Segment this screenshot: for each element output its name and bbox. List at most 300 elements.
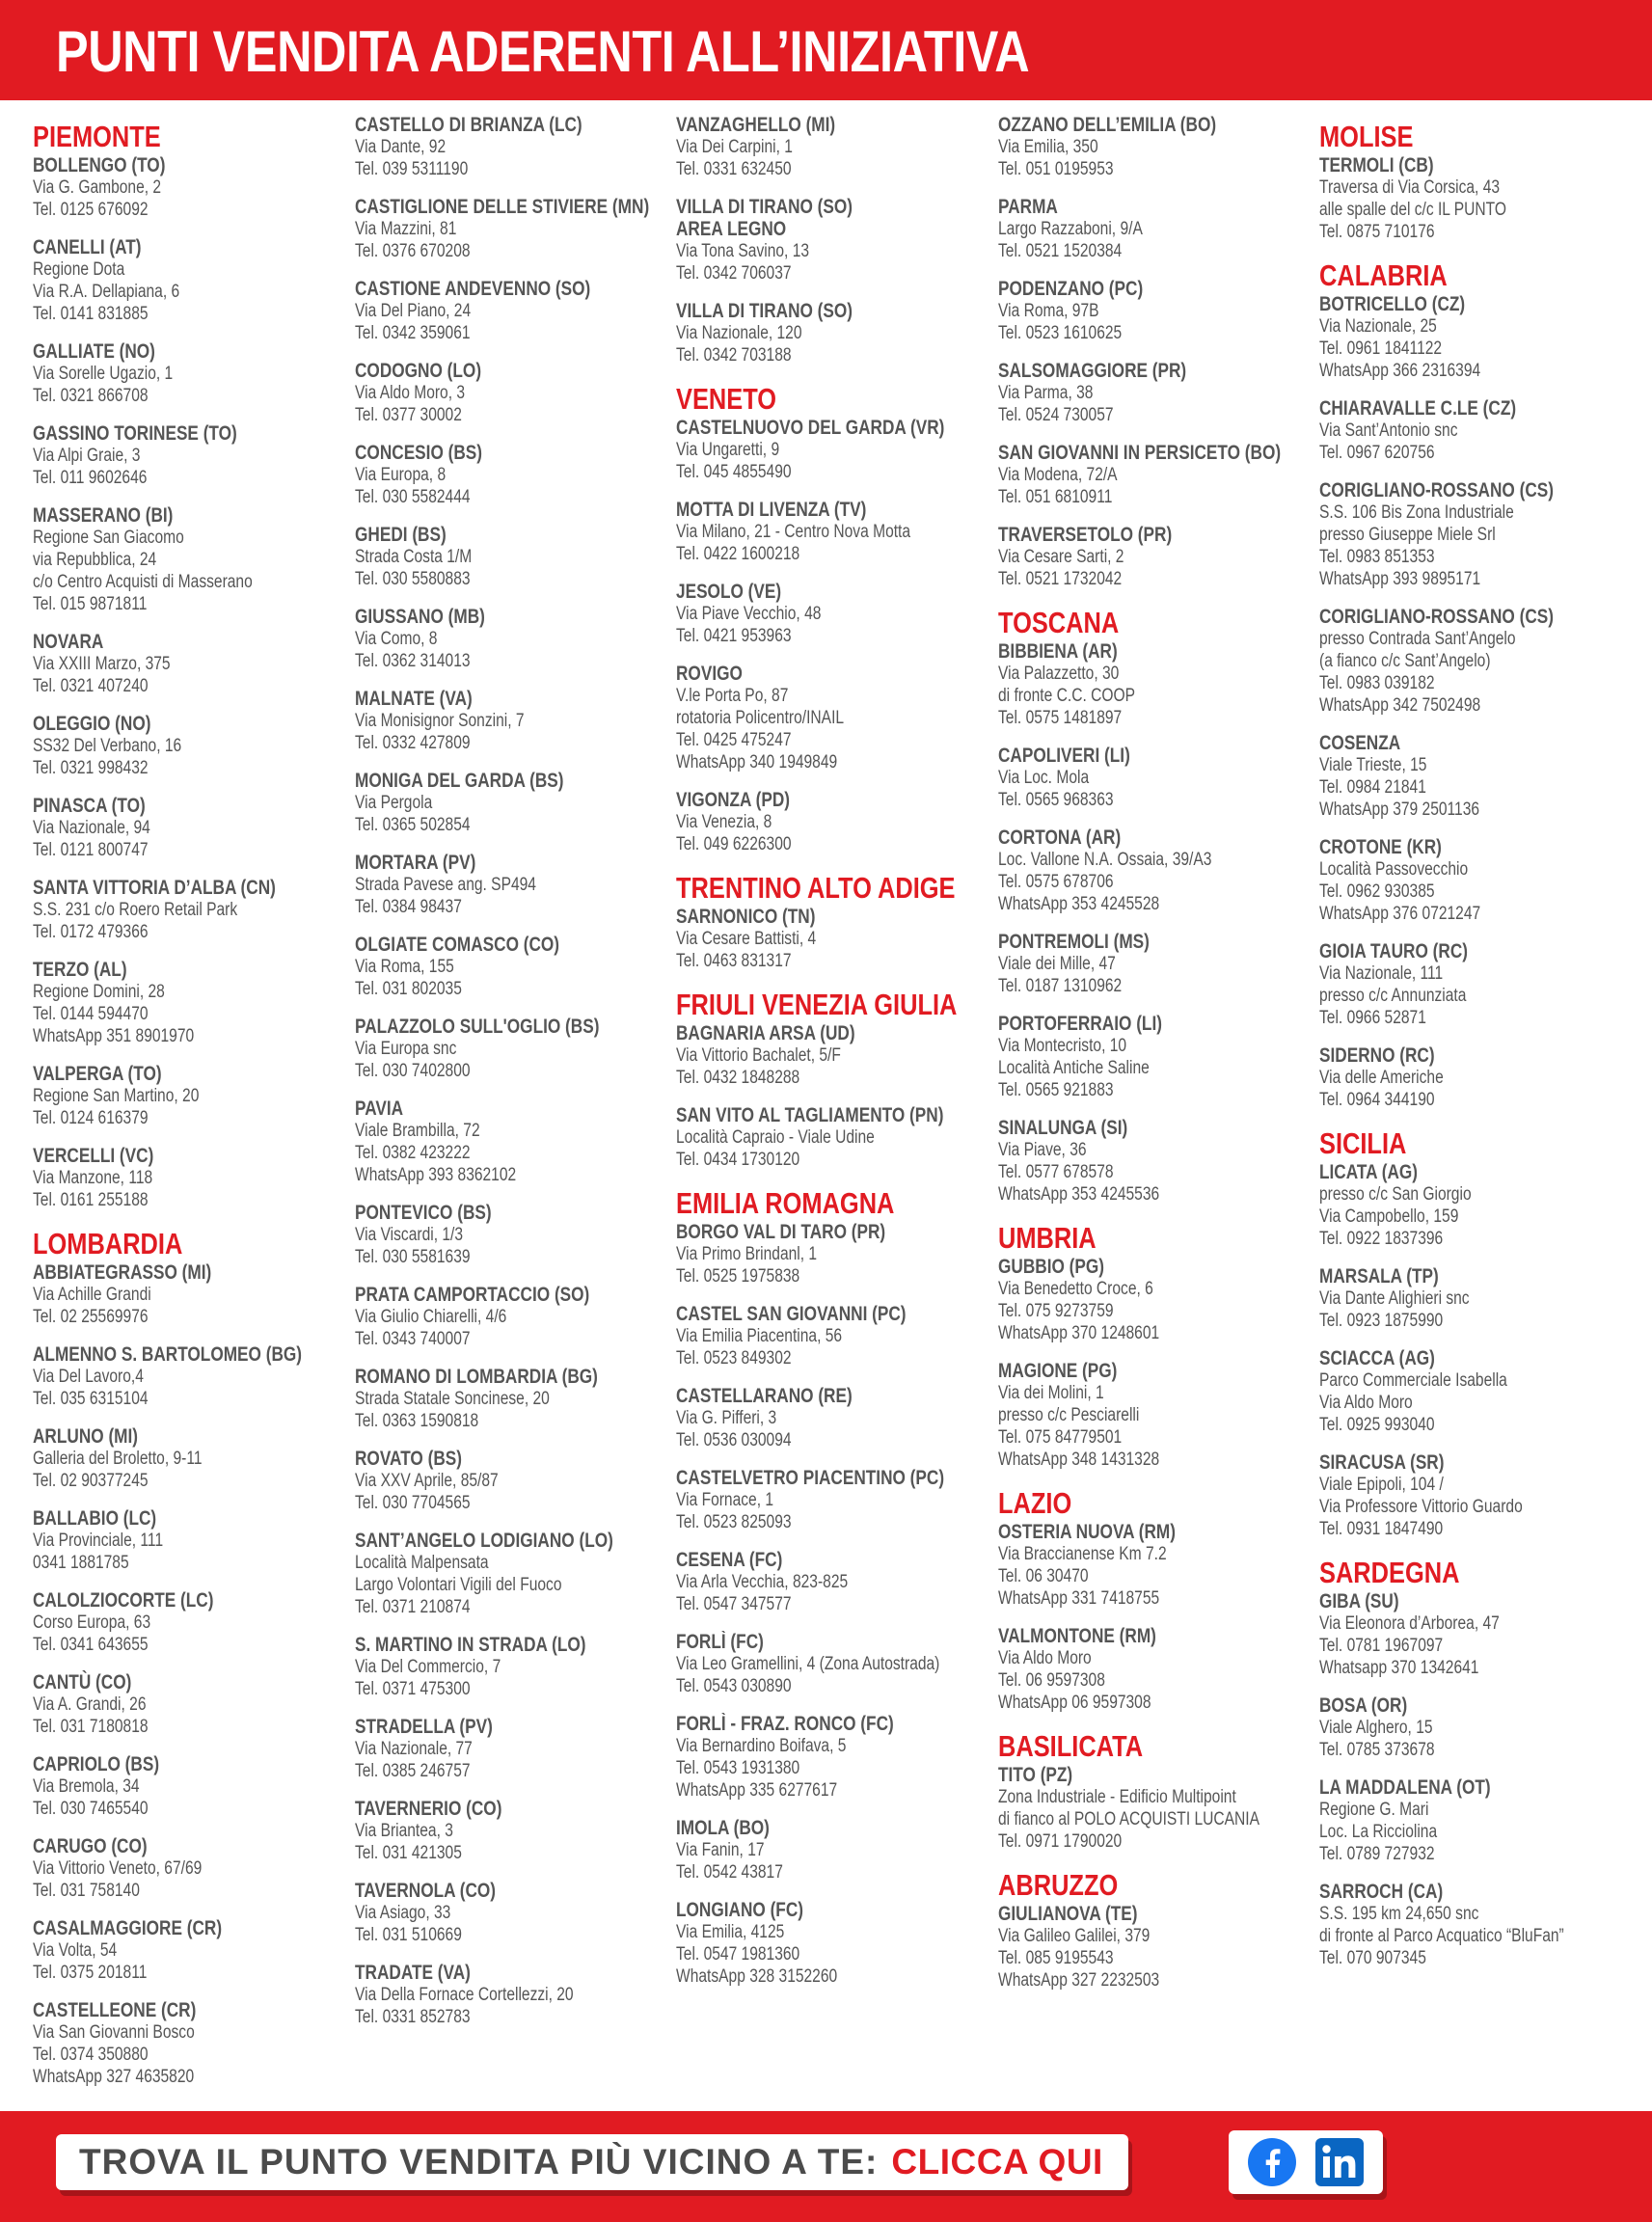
store-entry: [998, 196, 1313, 262]
store-entry: [676, 499, 990, 565]
store-address: Via Loc. Mola: [998, 768, 1090, 788]
store-address: Via Della Fornace Cortellezzi, 20: [355, 1985, 574, 2005]
store-phone: Tel. 0321 407240: [33, 676, 149, 696]
store-phone: Tel. 0922 1837396: [1319, 1229, 1444, 1249]
store-phone: Tel. 0422 1600218: [676, 544, 800, 564]
store-entry: [676, 581, 990, 647]
store-address: Via Arla Vecchia, 823-825: [676, 1572, 849, 1592]
store-address: Via Achille Grandi: [33, 1285, 151, 1305]
store-name: CAPOLIVERI (LI): [998, 745, 1130, 767]
store-phone: Tel. 0785 373678: [1319, 1740, 1435, 1760]
store-name: SAN VITO AL TAGLIAMENTO (PN): [676, 1104, 944, 1126]
store-phone: WhatsApp 353 4245528: [998, 894, 1160, 914]
store-name: SAN GIOVANNI IN PERSICETO (BO): [998, 442, 1282, 464]
store-name: MONIGA DEL GARDA (BS): [355, 770, 564, 792]
store-address: Largo Razzaboni, 9/A: [998, 219, 1143, 239]
store-phone: Tel. 0374 350880: [33, 2045, 149, 2065]
store-entry: [676, 906, 990, 972]
store-name: VANZAGHELLO (MI): [676, 114, 836, 136]
store-phone: Tel. 0575 678706: [998, 872, 1114, 892]
region-heading: BASILICATA: [998, 1729, 1144, 1763]
store-address: Via Aldo Moro: [998, 1648, 1092, 1668]
store-phone: WhatsApp 353 4245536: [998, 1184, 1160, 1205]
store-address: Via G. Gambone, 2: [33, 177, 162, 198]
store-entry: [33, 631, 347, 697]
store-phone: Tel. 0434 1730120: [676, 1150, 800, 1170]
store-address: via Repubblica, 24: [33, 550, 157, 570]
store-name: ARLUNO (MI): [33, 1425, 139, 1448]
store-entry: [1319, 154, 1634, 243]
store-name: MASSERANO (BI): [33, 504, 174, 527]
store-address: Via San Giovanni Bosco: [33, 2022, 195, 2043]
store-name: ROMANO DI LOMBARDIA (BG): [355, 1366, 598, 1388]
store-phone: Tel. 0124 616379: [33, 1108, 149, 1128]
store-name: FORLÌ - FRAZ. RONCO (FC): [676, 1713, 894, 1735]
store-address: Via Bremola, 34: [33, 1776, 140, 1797]
store-phone: Tel. 0341 643655: [33, 1635, 149, 1655]
store-name: VILLA DI TIRANO (SO): [676, 196, 853, 218]
store-phone: Tel. 0375 201811: [33, 1963, 148, 1983]
store-entry: [355, 1202, 669, 1268]
store-phone: WhatsApp 342 7502498: [1319, 695, 1481, 716]
store-name: FORLÌ (FC): [676, 1631, 764, 1653]
store-phone: Tel. 0382 423222: [355, 1143, 471, 1163]
store-address: Parco Commerciale Isabella: [1319, 1370, 1507, 1391]
store-name: LICATA (AG): [1319, 1161, 1419, 1183]
store-address: Regione San Giacomo: [33, 528, 184, 548]
store-phone: Tel. 0172 479366: [33, 922, 149, 942]
store-entry: [355, 1016, 669, 1082]
store-address: Via Piave Vecchio, 48: [676, 604, 822, 624]
store-address: S.S. 231 c/o Roero Retail Park: [33, 900, 238, 920]
store-phone: Tel. 0925 993040: [1319, 1415, 1435, 1435]
store-name: OLGIATE COMASCO (CO): [355, 934, 560, 956]
store-address: Loc. La Ricciolina: [1319, 1822, 1438, 1842]
store-address: Via Europa, 8: [355, 465, 447, 485]
store-entry: [998, 278, 1313, 344]
click-here-link[interactable]: CLICCA QUI: [891, 2142, 1103, 2181]
store-entry: [1319, 397, 1634, 464]
store-entry: [676, 1104, 990, 1171]
store-address: Via Sant’Antonio snc: [1319, 420, 1458, 441]
region-heading: CALABRIA: [1319, 258, 1448, 292]
store-phone: Tel. 0983 039182: [1319, 673, 1435, 693]
store-entry: [1319, 1451, 1634, 1540]
store-entry: [998, 442, 1313, 508]
store-phone: Tel. 0377 30002: [355, 405, 462, 425]
store-entry: [676, 300, 990, 366]
store-address: Località Passovecchio: [1319, 859, 1469, 880]
store-address: di fronte C.C. COOP: [998, 686, 1136, 706]
store-address: Via Nazionale, 120: [676, 323, 802, 343]
store-name: ALMENNO S. BARTOLOMEO (BG): [33, 1343, 303, 1366]
store-entry: [1319, 732, 1634, 821]
store-entry: [676, 1549, 990, 1615]
store-phone: Tel. 0331 632450: [676, 159, 792, 179]
store-address: Via Sorelle Ugazio, 1: [33, 364, 174, 384]
store-address: Via dei Molini, 1: [998, 1383, 1104, 1403]
store-name: SIRACUSA (SR): [1319, 1451, 1445, 1474]
store-name: CROTONE (KR): [1319, 836, 1442, 858]
store-entry: [998, 1013, 1313, 1101]
store-name: STRADELLA (PV): [355, 1716, 493, 1738]
store-entry: [998, 1625, 1313, 1714]
store-phone: Tel. 0575 1481897: [998, 708, 1123, 728]
store-name: SCIACCA (AG): [1319, 1347, 1435, 1369]
store-phone: WhatsApp 340 1949849: [676, 752, 838, 772]
store-name: BIBBIENA (AR): [998, 640, 1118, 663]
store-entry: [1319, 1881, 1634, 1969]
store-entry: [676, 1467, 990, 1533]
region-heading: MOLISE: [1319, 120, 1414, 153]
store-phone: Tel. 0343 740007: [355, 1329, 471, 1349]
store-address: Via Nazionale, 94: [33, 818, 150, 838]
store-entry: [33, 713, 347, 779]
store-name: COSENZA: [1319, 732, 1401, 754]
store-address: Via Briantea, 3: [355, 1821, 453, 1841]
store-phone: Tel. 0141 831885: [33, 304, 149, 324]
store-name: GIOIA TAURO (RC): [1319, 940, 1469, 962]
store-entry: [355, 1962, 669, 2028]
page-title: PUNTI VENDITA ADERENTI ALL’INIZIATIVA: [56, 19, 1030, 84]
store-name: CORTONA (AR): [998, 826, 1122, 849]
store-entry: [998, 1117, 1313, 1206]
store-address: Regione Dota: [33, 259, 125, 280]
store-entry: [676, 1221, 990, 1287]
store-entry: [1319, 1590, 1634, 1679]
store-entry: [676, 1817, 990, 1883]
store-entry: [998, 931, 1313, 997]
store-address: Via Viscardi, 1/3: [355, 1225, 464, 1245]
store-name: ROVIGO: [676, 663, 743, 685]
store-entry: [355, 1716, 669, 1782]
store-phone: Tel. 02 25569976: [33, 1307, 149, 1327]
store-phone: Tel. 0342 359061: [355, 323, 471, 343]
store-phone: Tel. 039 5311190: [355, 159, 469, 179]
region-heading: LOMBARDIA: [33, 1227, 183, 1260]
store-address: Via Dei Carpini, 1: [676, 137, 793, 157]
store-address: Via Europa snc: [355, 1039, 457, 1059]
store-address: Zona Industriale - Edificio Multipoint: [998, 1787, 1236, 1807]
store-entry: [1319, 1161, 1634, 1250]
store-phone: Tel. 0362 314013: [355, 651, 471, 671]
store-address: Via Galileo Galilei, 379: [998, 1926, 1151, 1946]
store-name: GIULIANOVA (TE): [998, 1903, 1138, 1925]
store-phone: Tel. 051 6810911: [998, 487, 1113, 507]
store-entry: [355, 360, 669, 426]
store-phone: Tel. 0547 347577: [676, 1594, 792, 1614]
store-address: Via Nazionale, 25: [1319, 316, 1437, 337]
store-address: Via Emilia, 4125: [676, 1922, 785, 1942]
store-entry: [33, 154, 347, 221]
store-phone: Tel. 075 9273759: [998, 1301, 1114, 1321]
store-name: CASTELNUOVO DEL GARDA (VR): [676, 417, 945, 439]
store-address: Strada Pavese ang. SP494: [355, 875, 536, 895]
store-entry: [33, 1671, 347, 1738]
store-address: Via Tona Savino, 13: [676, 241, 810, 261]
store-name: MOTTA DI LIVENZA (TV): [676, 499, 867, 521]
store-address: Via Como, 8: [355, 629, 438, 649]
store-address: SS32 Del Verbano, 16: [33, 736, 182, 756]
store-phone: Tel. 0525 1975838: [676, 1266, 800, 1287]
store-name: CANELLI (AT): [33, 236, 142, 258]
store-phone: Tel. 0363 1590818: [355, 1411, 479, 1431]
store-name: PARMA: [998, 196, 1058, 218]
store-phone: Tel. 0523 825093: [676, 1512, 792, 1532]
store-name: BAGNARIA ARSA (UD): [676, 1022, 855, 1044]
store-entry: [33, 1063, 347, 1129]
store-address: presso c/c Pesciarelli: [998, 1405, 1140, 1425]
store-phone: Tel. 0967 620756: [1319, 443, 1435, 463]
store-name: TERMOLI (CB): [1319, 154, 1434, 176]
store-address: alle spalle del c/c IL PUNTO: [1319, 200, 1506, 220]
store-address: Largo Volontari Vigili del Fuoco: [355, 1575, 562, 1595]
store-address: Via Dante, 92: [355, 137, 447, 157]
store-phone: Tel. 0543 030890: [676, 1676, 792, 1696]
store-entry: [355, 1448, 669, 1514]
store-address: Galleria del Broletto, 9-11: [33, 1449, 203, 1469]
store-address: S.S. 195 km 24,650 snc: [1319, 1904, 1479, 1924]
store-entry: [676, 789, 990, 855]
store-phone: WhatsApp 335 6277617: [676, 1780, 838, 1801]
store-phone: Tel. 06 30470: [998, 1566, 1089, 1586]
store-phone: Tel. 0523 1610625: [998, 323, 1123, 343]
store-entry: [1319, 836, 1634, 925]
store-entry: [355, 524, 669, 590]
store-address: Strada Statale Soncinese, 20: [355, 1389, 550, 1409]
store-phone: Tel. 031 758140: [33, 1881, 140, 1901]
store-entry: [355, 196, 669, 262]
store-entry: [1319, 940, 1634, 1029]
region-heading: EMILIA ROMAGNA: [676, 1186, 895, 1220]
store-name: CASTELLARANO (RE): [676, 1385, 853, 1407]
store-address: Via XXIII Marzo, 375: [33, 654, 171, 674]
store-entry: [33, 1917, 347, 1984]
store-entry: [33, 236, 347, 325]
facebook-icon[interactable]: [1247, 2137, 1297, 2187]
store-phone: Tel. 0931 1847490: [1319, 1519, 1444, 1539]
store-phone: Tel. 0432 1848288: [676, 1068, 800, 1088]
store-phone: Tel. 0542 43817: [676, 1862, 783, 1883]
store-name: ROVATO (BS): [355, 1448, 462, 1470]
store-phone: WhatsApp 06 9597308: [998, 1693, 1151, 1713]
store-entry: [355, 934, 669, 1000]
store-address: Via A. Grandi, 26: [33, 1694, 147, 1715]
linkedin-icon[interactable]: [1314, 2137, 1365, 2187]
store-phone: Tel. 0321 998432: [33, 758, 149, 778]
store-address: Via Nazionale, 111: [1319, 963, 1444, 984]
store-address: Via Roma, 155: [355, 957, 454, 977]
find-store-cta[interactable]: [56, 2134, 1128, 2190]
store-phone: Tel. 0125 676092: [33, 200, 149, 220]
store-entry: [355, 442, 669, 508]
store-phone: Tel. 0789 727932: [1319, 1844, 1435, 1864]
store-phone: Tel. 051 0195953: [998, 159, 1114, 179]
store-phone: Tel. 0961 1841122: [1319, 339, 1443, 359]
store-phone: Tel. 030 5580883: [355, 569, 471, 589]
store-phone: Tel. 0983 851353: [1319, 547, 1435, 567]
store-address: Via Alpi Graie, 3: [33, 446, 141, 466]
store-entry: [33, 1425, 347, 1492]
store-entry: [355, 1284, 669, 1350]
store-address: Corso Europa, 63: [33, 1612, 151, 1633]
store-address: Via Palazzetto, 30: [998, 664, 1120, 684]
store-phone: Tel. 0523 849302: [676, 1348, 792, 1368]
region-heading: ABRUZZO: [998, 1868, 1119, 1902]
store-address: Via Manzone, 118: [33, 1168, 153, 1188]
store-name: GASSINO TORINESE (TO): [33, 422, 237, 445]
store-name: MAGIONE (PG): [998, 1360, 1118, 1382]
store-address: Via Roma, 97B: [998, 301, 1099, 321]
store-address: Via Vittorio Bachalet, 5/F: [676, 1045, 841, 1066]
store-phone: Tel. 0342 703188: [676, 345, 792, 366]
store-address: Via Professore Vittorio Guardo: [1319, 1497, 1523, 1517]
store-name: PRATA CAMPORTACCIO (SO): [355, 1284, 590, 1306]
store-address: Via G. Pifferi, 3: [676, 1408, 777, 1428]
store-phone: Tel. 035 6315104: [33, 1389, 149, 1409]
store-name: CODOGNO (LO): [355, 360, 482, 382]
store-phone: Tel. 0521 1520384: [998, 241, 1123, 261]
footer-banner: [0, 2111, 1652, 2222]
column-2: [355, 114, 669, 2044]
store-name: SANT’ANGELO LODIGIANO (LO): [355, 1530, 613, 1552]
store-name: CASALMAGGIORE (CR): [33, 1917, 223, 1939]
store-phone: WhatsApp 331 7418755: [998, 1588, 1160, 1609]
store-phone: Tel. 0577 678578: [998, 1162, 1114, 1182]
store-address: rotatoria Policentro/INAIL: [676, 708, 845, 728]
store-phone: Tel. 0984 21841: [1319, 777, 1426, 798]
store-name: S. MARTINO IN STRADA (LO): [355, 1634, 586, 1656]
store-address: Via Venezia, 8: [676, 812, 772, 832]
store-name: CORIGLIANO-ROSSANO (CS): [1319, 606, 1554, 628]
store-entry: [1319, 1776, 1634, 1865]
store-address: Strada Costa 1/M: [355, 547, 473, 567]
cta-text: TROVA IL PUNTO VENDITA PIÙ VICINO A TE:: [79, 2142, 879, 2181]
store-phone: Tel. 031 7180818: [33, 1717, 149, 1737]
store-address: Via Benedetto Croce, 6: [998, 1279, 1153, 1299]
store-address: Regione San Martino, 20: [33, 1086, 200, 1106]
store-name: GALLIATE (NO): [33, 340, 155, 363]
store-phone: Tel. 0385 246757: [355, 1761, 471, 1781]
store-entry: [33, 1999, 347, 2088]
store-phone: Tel. 0463 831317: [676, 951, 792, 971]
store-phone: WhatsApp 327 2232503: [998, 1970, 1160, 1991]
store-name: CORIGLIANO-ROSSANO (CS): [1319, 479, 1554, 501]
store-name: PINASCA (TO): [33, 795, 146, 817]
store-entry: [998, 114, 1313, 180]
store-address: Via Emilia, 350: [998, 137, 1098, 157]
store-address: Via Milano, 21 - Centro Nova Motta: [676, 522, 911, 542]
store-phone: Tel. 045 4855490: [676, 462, 792, 482]
region-heading: SICILIA: [1319, 1126, 1407, 1160]
store-entry: [355, 1798, 669, 1864]
store-phone: Tel. 0421 953963: [676, 626, 792, 646]
store-entry: [998, 1256, 1313, 1344]
store-address: Via Montecristo, 10: [998, 1036, 1127, 1056]
store-name: CASTELVETRO PIACENTINO (PC): [676, 1467, 945, 1489]
store-phone: Tel. 0875 710176: [1319, 222, 1435, 242]
store-name: TAVERNERIO (CO): [355, 1798, 502, 1820]
store-entry: [676, 1303, 990, 1369]
store-entry: [355, 1097, 669, 1186]
store-address: Traversa di Via Corsica, 43: [1319, 177, 1501, 198]
store-address: Via Cesare Battisti, 4: [676, 929, 817, 949]
store-entry: [998, 745, 1313, 811]
store-address: Via Del Lavoro,4: [33, 1367, 144, 1387]
store-address: Via Del Piano, 24: [355, 301, 472, 321]
store-name: LA MADDALENA (OT): [1319, 1776, 1491, 1799]
store-address: Via Bernardino Boifava, 5: [676, 1736, 847, 1756]
store-name: CASTELLEONE (CR): [33, 1999, 197, 2021]
store-name: MORTARA (PV): [355, 852, 476, 874]
store-entry: [1319, 293, 1634, 382]
region-heading: VENETO: [676, 382, 777, 416]
region-heading: UMBRIA: [998, 1221, 1097, 1255]
store-address: presso c/c San Giorgio: [1319, 1184, 1472, 1205]
store-entry: [998, 1903, 1313, 1992]
store-name: CASTEL SAN GIOVANNI (PC): [676, 1303, 907, 1325]
store-address: Via Modena, 72/A: [998, 465, 1118, 485]
store-address: Via Campobello, 159: [1319, 1206, 1459, 1227]
store-name: SARROCH (CA): [1319, 1881, 1444, 1903]
store-phone: Tel. 015 9871811: [33, 594, 148, 614]
store-name: VALPERGA (TO): [33, 1063, 162, 1085]
store-name: IMOLA (BO): [676, 1817, 770, 1839]
store-address: Via Cesare Sarti, 2: [998, 547, 1124, 567]
store-address: Via Aldo Moro: [1319, 1393, 1413, 1413]
store-entry: [33, 1261, 347, 1328]
store-address: di fronte al Parco Acquatico “BluFan”: [1319, 1926, 1564, 1946]
store-address: Viale dei Mille, 47: [998, 954, 1116, 974]
store-name: CARUGO (CO): [33, 1835, 148, 1857]
store-address: Via Monisignor Sonzini, 7: [355, 711, 525, 731]
store-name: ABBIATEGRASSO (MI): [33, 1261, 212, 1284]
store-phone: WhatsApp 328 3152260: [676, 1966, 838, 1987]
store-name: TAVERNOLA (CO): [355, 1880, 497, 1902]
store-name: SINALUNGA (SI): [998, 1117, 1128, 1139]
store-phone: Tel. 0971 1790020: [998, 1831, 1123, 1852]
store-entry: [1319, 1265, 1634, 1332]
store-entry: [998, 1360, 1313, 1471]
store-name: BORGO VAL DI TARO (PR): [676, 1221, 886, 1243]
store-address: Via Emilia Piacentina, 56: [676, 1326, 843, 1346]
store-entry: [1319, 606, 1634, 717]
store-address: Via R.A. Dellapiana, 6: [33, 282, 180, 302]
region-heading: FRIULI VENEZIA GIULIA: [676, 988, 958, 1021]
store-entry: [1319, 1694, 1634, 1761]
store-phone: Tel. 0524 730057: [998, 405, 1114, 425]
store-phone: Tel. 0547 1981360: [676, 1944, 800, 1965]
column-1: [33, 114, 347, 2103]
store-name: TRAVERSETOLO (PR): [998, 524, 1173, 546]
store-phone: Tel. 0543 1931380: [676, 1758, 800, 1778]
store-address: Viale Trieste, 15: [1319, 755, 1427, 775]
store-address: Via delle Americhe: [1319, 1068, 1444, 1088]
store-phone: Tel. 011 9602646: [33, 468, 148, 488]
store-name: CASTELLO DI BRIANZA (LC): [355, 114, 582, 136]
store-name: OLEGGIO (NO): [33, 713, 151, 735]
store-entry: [33, 1589, 347, 1656]
store-phone: Tel. 049 6226300: [676, 834, 792, 854]
store-phone: Tel. 0376 670208: [355, 241, 471, 261]
store-name: VALMONTONE (RM): [998, 1625, 1156, 1647]
region-heading: TOSCANA: [998, 606, 1120, 639]
store-name: SANTA VITTORIA D’ALBA (CN): [33, 877, 276, 899]
store-phone: Tel. 0371 475300: [355, 1679, 471, 1699]
store-name: TRADATE (VA): [355, 1962, 471, 1984]
store-name: BOTRICELLO (CZ): [1319, 293, 1466, 315]
store-entry: [33, 795, 347, 861]
